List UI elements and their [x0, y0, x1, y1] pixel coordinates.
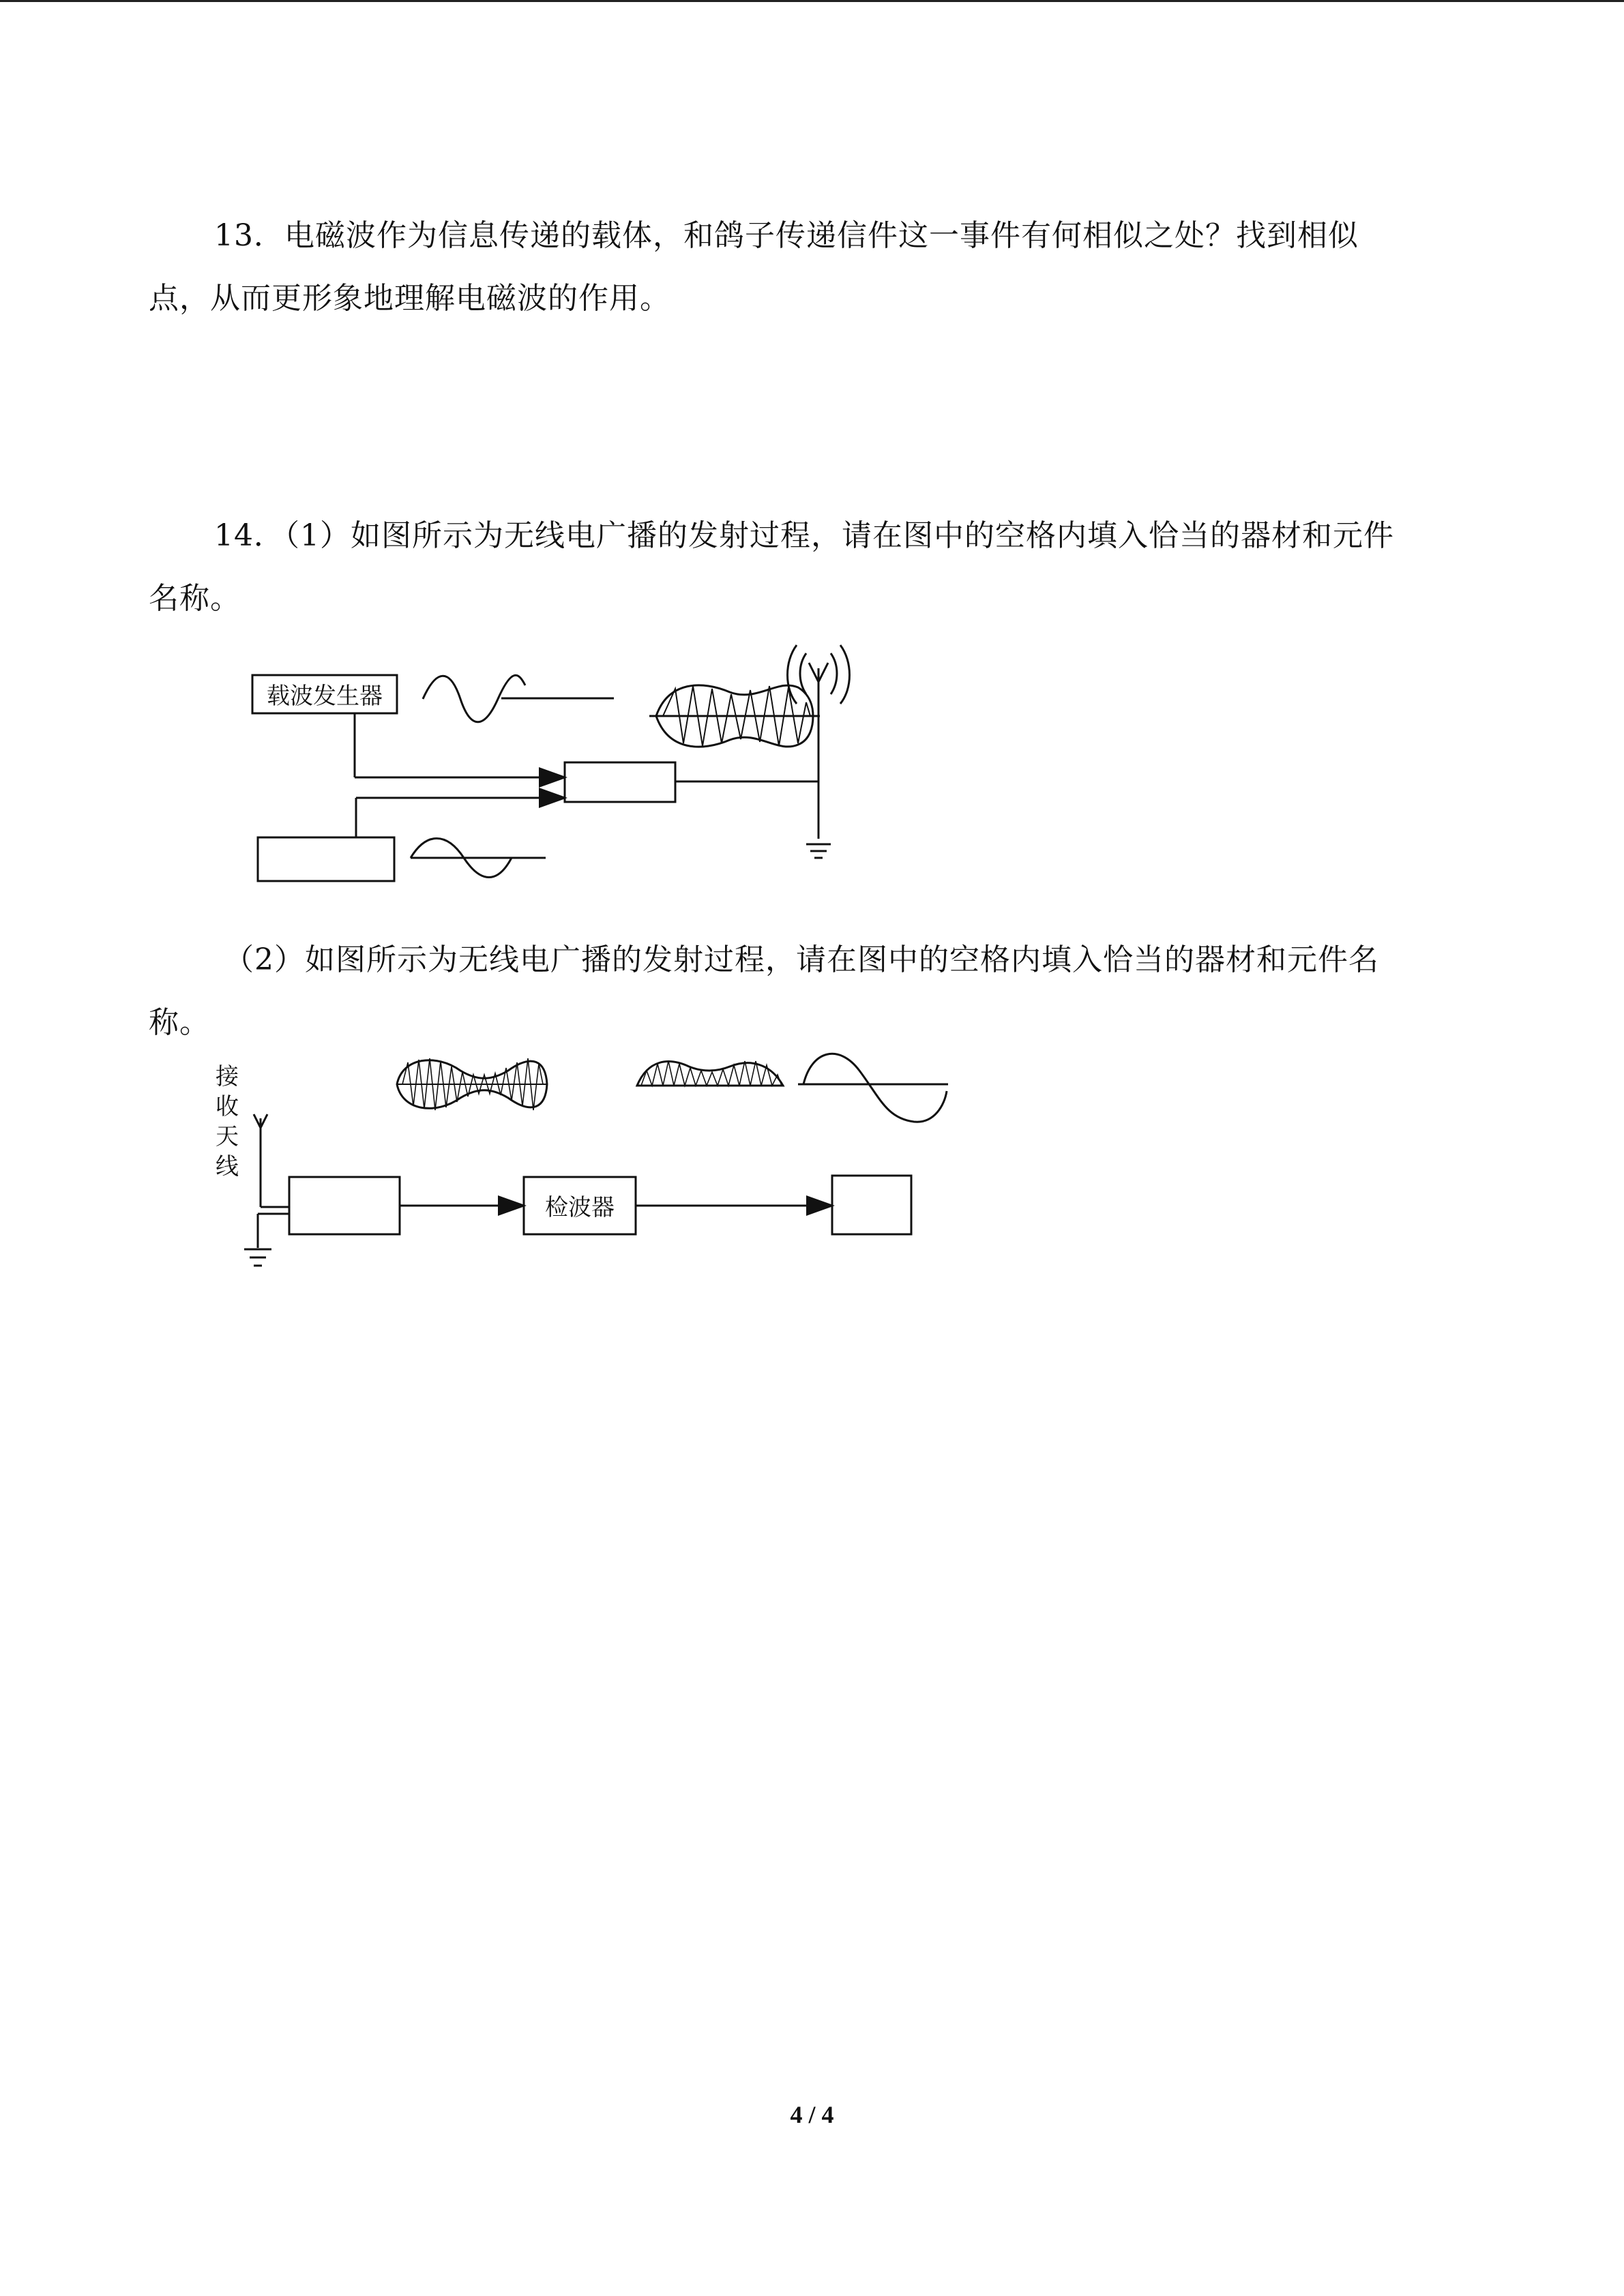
- top-border: [0, 0, 1624, 2]
- output-blank-box: [832, 1176, 911, 1234]
- rectified-wave-envelope: [637, 1062, 783, 1086]
- question-14-part-1: [149, 505, 1465, 630]
- antenna-wave-right-1: [831, 653, 837, 694]
- transmitter-diagram: [232, 627, 887, 886]
- question-14-part-2-line-2: 称。: [149, 1005, 210, 1040]
- antenna-label-char-1: 接: [216, 1063, 239, 1090]
- question-14-part-1-line-1: 14．（1）如图所示为无线电广播的发射过程，请在图中的空格内填入恰当的器材和元件: [214, 518, 1394, 553]
- question-13: [149, 205, 1465, 330]
- page-number: 4 / 4: [790, 2101, 834, 2128]
- antenna-wave-right-2: [840, 645, 850, 704]
- transmitter-diagram-svg: [232, 627, 887, 886]
- question-13-line-1: 13．电磁波作为信息传递的载体，和鸽子传递信件这一事件有何相似之处？找到相似: [214, 218, 1359, 253]
- modulator-blank-box: [565, 762, 675, 802]
- question-14-part-1-line-2: 名称。: [149, 581, 241, 616]
- audio-source-blank-box: [258, 837, 394, 881]
- question-13-line-2: 点，从而更形象地理解电磁波的作用。: [149, 281, 670, 316]
- receiver-diagram: [205, 1043, 969, 1296]
- carrier-generator-label: 载波发生器: [267, 683, 383, 710]
- antenna-label-char-3: 天: [216, 1123, 239, 1150]
- question-14-part-2-line-1: （2）如图所示为无线电广播的发射过程，请在图中的空格内填入恰当的器材和元件名: [224, 942, 1379, 977]
- detector-label: 检波器: [545, 1194, 615, 1221]
- antenna-wave-left-2: [788, 645, 797, 704]
- antenna-label-char-2: 收: [216, 1093, 239, 1120]
- antenna-label-char-4: 线: [216, 1153, 239, 1180]
- receiving-antenna-label: [216, 1063, 239, 1180]
- tuner-blank-box: [289, 1177, 400, 1234]
- audio-output-wave: [803, 1054, 947, 1122]
- question-14-part-2: [149, 929, 1465, 1054]
- receiver-diagram-svg: [205, 1043, 969, 1296]
- antenna-wave-left-1: [800, 653, 806, 694]
